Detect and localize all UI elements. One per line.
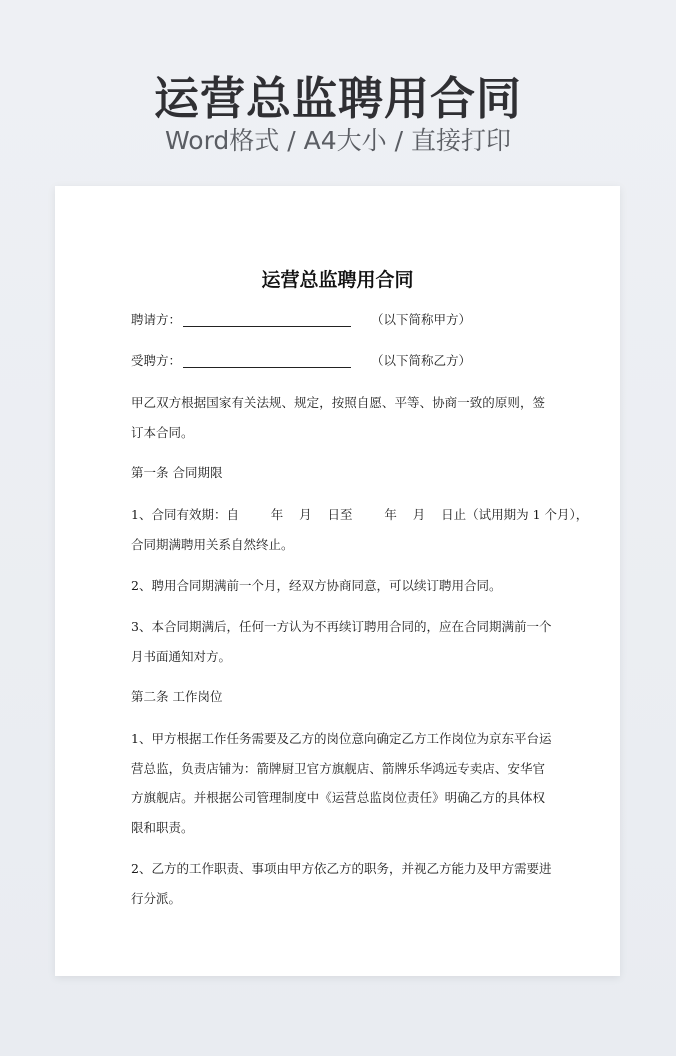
- banner-subtitle: Word格式 / A4大小 / 直接打印: [165, 126, 511, 155]
- employee-blank: [183, 354, 351, 368]
- article-1-item-3-line-2: 月书面通知对方。: [131, 649, 232, 664]
- employer-blank: [183, 313, 351, 327]
- article-2-item-2-line-1: 2、乙方的工作职责、事项由甲方依乙方的职务，并视乙方能力及甲方需要进: [131, 861, 552, 876]
- article-1-item-2: 2、聘用合同期满前一个月，经双方协商同意，可以续订聘用合同。: [131, 578, 502, 593]
- article-1-item-3-line-1: 3、本合同期满后，任何一方认为不再续订聘用合同的，应在合同期满前一个: [131, 619, 552, 634]
- article-2-item-1-line-4: 限和职责。: [131, 820, 194, 835]
- article-1-item-1-line-1: 1、合同有效期：自 年 月 日至 年 月 日止（试用期为 1 个月），: [131, 507, 589, 522]
- article-2-item-1-line-1: 1、甲方根据工作任务需要及乙方的岗位意向确定乙方工作岗位为京东平台运: [131, 731, 552, 746]
- employee-label: 受聘方：: [131, 353, 182, 368]
- article-1-item-1-line-2: 合同期满聘用关系自然终止。: [131, 537, 294, 552]
- intro-line-2: 订本合同。: [131, 425, 194, 440]
- employee-note: （以下简称乙方）: [371, 353, 472, 368]
- employer-note: （以下简称甲方）: [371, 312, 472, 327]
- article-2-heading: 第二条 工作岗位: [131, 689, 223, 704]
- article-1-heading: 第一条 合同期限: [131, 465, 223, 480]
- document-title: 运营总监聘用合同: [261, 269, 414, 291]
- employer-line: [131, 310, 545, 328]
- article-2-item-2-line-2: 行分派。: [131, 891, 182, 906]
- banner-title: 运营总监聘用合同: [153, 72, 522, 125]
- employer-label: 聘请方：: [131, 312, 182, 327]
- employee-line: [131, 351, 545, 369]
- intro-line-1: 甲乙双方根据国家有关法规、规定，按照自愿、平等、协商一致的原则，签: [131, 395, 545, 410]
- article-2-item-1-line-2: 营总监，负责店铺为：箭牌厨卫官方旗舰店、箭牌乐华鸿远专卖店、安华官: [131, 761, 545, 776]
- document-page: [55, 186, 620, 976]
- article-2-item-1-line-3: 方旗舰店。并根据公司管理制度中《运营总监岗位责任》明确乙方的具体权: [131, 790, 545, 805]
